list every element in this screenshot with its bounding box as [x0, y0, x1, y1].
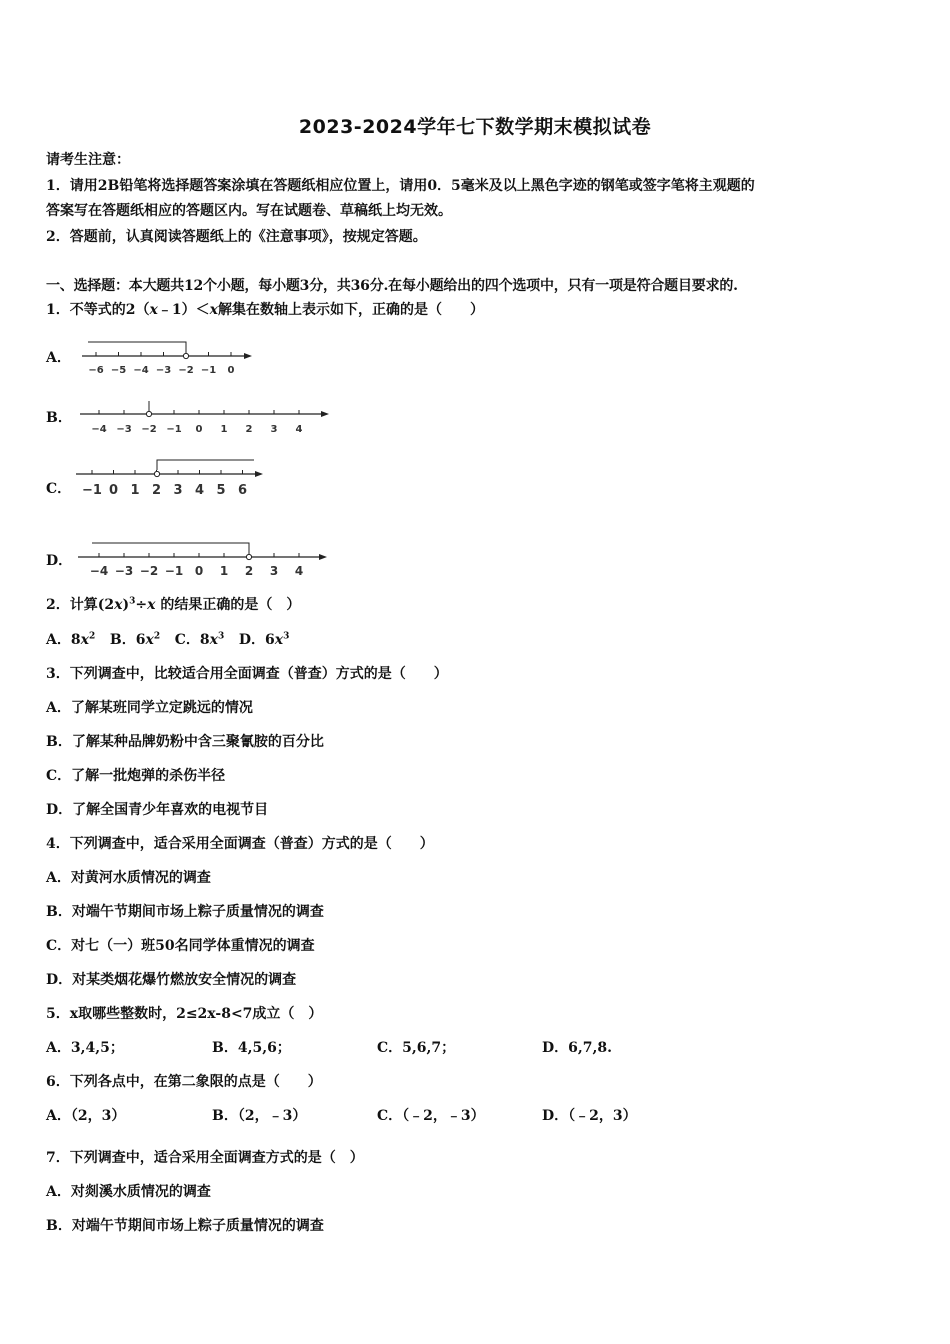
axis-tick-label: 4	[294, 564, 304, 578]
axis-tick-label: −4	[91, 424, 107, 435]
page-title: 2023-2024学年七下数学期末模拟试卷	[298, 116, 652, 138]
q1-var: x	[149, 302, 158, 318]
option-coef: 6	[265, 632, 275, 648]
axis-tick-label: −2	[141, 424, 157, 435]
axis-tick-label: 1	[220, 424, 228, 435]
q5-option-d: D．6,7,8.	[542, 1040, 612, 1056]
axis-tick-label: −1	[200, 365, 217, 376]
notice-item-1: 1．请用2B铅笔将选择题答案涂填在答题纸相应位置上，请用0．5毫米及以上黑色字迹的钢笔或签字笔将主观题的	[46, 178, 755, 194]
axis-tick-label: 3	[270, 424, 278, 435]
axis-tick-label: 0	[227, 365, 235, 376]
q1-var: x	[209, 302, 218, 318]
q2-option-a	[46, 632, 95, 648]
option-exp: 3	[283, 631, 290, 642]
notice-item-1-cont: 答案写在答题纸相应的答题区内。写在试题卷、草稿纸上均无效。	[46, 203, 452, 219]
q4-option-a: A．对黄河水质情况的调查	[46, 870, 211, 886]
option-exp: 2	[88, 631, 96, 642]
q1-stem-part: 解集在数轴上表示如下，正确的是（ ）	[217, 302, 484, 318]
q5-option-b: B．4,5,6；	[212, 1040, 291, 1056]
axis-tick-label: −4	[133, 365, 149, 376]
q3-option-c: C．了解一批炮弹的杀伤半径	[46, 768, 226, 784]
q1-option-b-label: B．	[46, 410, 72, 426]
axis-tick-label: −6	[88, 365, 104, 376]
axis-tick-label: −1	[166, 424, 182, 435]
axis-tick-label: 3	[173, 483, 183, 498]
q3-option-a: A．了解某班同学立定跳远的情况	[46, 700, 253, 716]
q7-option-a: A．对剡溪水质情况的调查	[46, 1184, 211, 1200]
axis-tick-label: 0	[194, 564, 204, 578]
q1-stem-part: 1．不等式的2（	[46, 302, 150, 318]
section-heading: 一、选择题：本大题共12个小题，每小题3分，共36分.在每小题给出的四个选项中，只有一项是符合题目要求的.	[46, 278, 738, 294]
option-var: x	[80, 632, 89, 648]
option-exp: 2	[153, 631, 161, 642]
q6-option-c: C．（﹣2，﹣3）	[377, 1108, 485, 1124]
q5-option-c: C．5,6,7；	[377, 1040, 456, 1056]
option-exp: 3	[217, 631, 225, 642]
q2-option-c	[175, 632, 225, 648]
axis-tick-label: −2	[139, 564, 159, 578]
q6-option-d: D．（﹣2，3）	[542, 1108, 637, 1124]
axis-tick-label: 5	[216, 483, 226, 498]
axis-tick-label: 3	[269, 564, 279, 578]
option-label: C．	[174, 632, 200, 648]
question-4-stem: 4．下列调查中，适合采用全面调查（普查）方式的是（ ）	[46, 836, 434, 852]
axis-tick-label: 1	[130, 483, 140, 498]
notice-heading: 请考生注意：	[46, 152, 130, 168]
option-var: x	[145, 632, 154, 648]
axis-tick-label: −3	[114, 564, 134, 578]
solution-bracket	[92, 543, 249, 553]
q6-option-b: B．（2，﹣3）	[212, 1108, 307, 1124]
q2-stem-part: )	[122, 597, 130, 613]
option-coef: 6	[135, 632, 146, 648]
q4-option-b: B．对端午节期间市场上粽子质量情况的调查	[46, 904, 324, 920]
axis-tick-label: −3	[116, 424, 132, 435]
axis-tick-label: −1	[82, 483, 102, 498]
q2-stem-part: 的结果正确的是（ ）	[155, 597, 301, 613]
q5-option-a: A．3,4,5；	[46, 1040, 124, 1056]
q3-option-b: B．了解某种品牌奶粉中含三聚氰胺的百分比	[46, 734, 324, 750]
question-3-stem: 3．下列调查中，比较适合用全面调查（普查）方式的是（ ）	[46, 666, 448, 682]
axis-tick-label: −4	[89, 564, 109, 578]
axis-tick-label: 0	[108, 483, 119, 498]
q1-option-c-label: C．	[46, 481, 72, 497]
axis-tick-label: −2	[178, 365, 194, 376]
axis-arrow	[319, 554, 327, 560]
question-5-stem: 5．x取哪些整数时，2≤2x-8<7成立（ ）	[46, 1006, 323, 1022]
q3-option-d: D．了解全国青少年喜欢的电视节目	[46, 802, 269, 818]
option-label: D．	[238, 632, 266, 648]
q4-option-c: C．对七（一）班50名同学体重情况的调查	[46, 938, 315, 954]
axis-tick-label: −1	[164, 564, 184, 578]
notice-item-2: 2．答题前，认真阅读答题纸上的《注意事项》，按规定答题。	[46, 229, 427, 245]
option-label: B．	[109, 632, 136, 648]
q1-option-a-label: A．	[46, 350, 71, 366]
axis-tick-labels	[90, 564, 303, 578]
axis-tick-label: −5	[110, 365, 127, 376]
q2-stem-part: ÷	[135, 597, 148, 613]
axis-tick-label: 4	[194, 483, 205, 498]
q2-var: x	[147, 597, 156, 613]
q1-stem-part: ﹣1）＜	[157, 302, 210, 318]
q2-option-b	[110, 632, 160, 648]
q2-option-d	[239, 632, 290, 648]
option-var: x	[274, 632, 284, 648]
option-var: x	[209, 632, 218, 648]
q2-stem-part: 2．计算(2	[46, 597, 115, 613]
question-2-options	[46, 630, 289, 650]
axis-tick-label: 4	[295, 424, 303, 435]
axis-tick-label: 2	[245, 424, 253, 435]
q4-option-d: D．对某类烟花爆竹燃放安全情况的调查	[46, 972, 297, 988]
open-point	[246, 554, 251, 559]
axis-tick-label: −3	[155, 365, 172, 376]
axis-tick-label: 2	[151, 483, 162, 498]
axis-tick-label: 1	[219, 564, 229, 578]
axis-tick-label: 0	[195, 424, 203, 435]
axis-tick-label: 2	[244, 564, 254, 578]
q6-option-a: A．（2，3）	[46, 1108, 126, 1124]
option-label: A．	[46, 632, 71, 648]
question-6-stem: 6．下列各点中，在第二象限的点是（ ）	[46, 1074, 322, 1090]
q2-var: x	[114, 597, 123, 613]
question-7-stem: 7．下列调查中，适合采用全面调查方式的是（ ）	[46, 1150, 364, 1166]
q7-option-b: B．对端午节期间市场上粽子质量情况的调查	[46, 1218, 324, 1234]
option-coef: 8	[70, 632, 81, 648]
q1-option-d-label: D．	[46, 553, 73, 569]
question-2-stem	[46, 595, 300, 615]
option-coef: 8	[199, 632, 210, 648]
axis-tick-label: 6	[237, 483, 248, 498]
q2-exponent: 3	[129, 596, 136, 607]
